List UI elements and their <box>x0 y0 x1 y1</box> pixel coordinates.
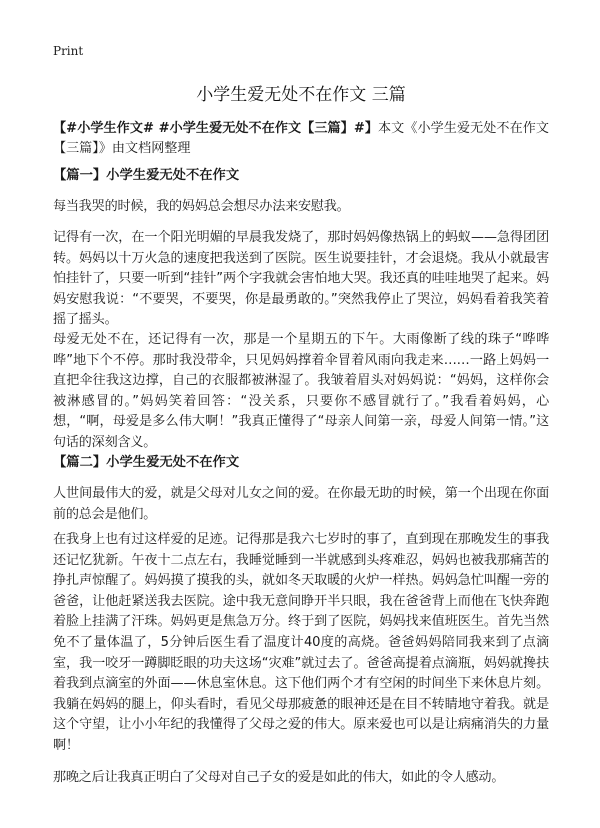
section-1-paragraph-2: 记得有一次，在一个阳光明媚的早晨我发烧了，那时妈妈像热锅上的蚂蚁——急得团团转。妈妈以十万火急的速度把我送到了医院。医生说要挂针，才会退烧。我从小就最害怕挂针了，只要一听到“挂针”两个字我就会害怕地大哭。我还真的哇哇地哭了起来。妈妈安慰我说：“不要哭，不要哭，你是最勇敢的。”突然我停止了哭泣，妈妈看着我笑着摇了摇头。 <box>53 230 549 328</box>
section-1-paragraph-3: 母爱无处不在，还记得有一次，那是一个星期五的下午。大雨像断了线的珠子“哗哗哗”地下个不停。那时我没带伞，只见妈妈撑着伞冒着风雨向我走来……一路上妈妈一直把伞往我这边撑，自己的衣服都被淋湿了。我皱着眉头对妈妈说：“妈妈，这样你会被淋感冒的。”妈妈笑着回答：“没关系，只要你不感冒就行了。”我看着妈妈，心想，“啊，母爱是多么伟大啊！”我真正懂得了“母亲人间第一亲，母爱人间第一情。”这句话的深刻含义。 <box>53 332 549 450</box>
section-1-heading: 【篇一】小学生爱无处不在作文 <box>53 168 240 183</box>
print-label: Print <box>53 44 84 58</box>
document-title: 小学生爱无处不在作文 三篇 <box>196 85 406 105</box>
section-1-paragraph-1: 每当我哭的时候，我的妈妈总会想尽办法来安慰我。 <box>53 199 350 214</box>
section-2-paragraph-1: 人世间最伟大的爱，就是父母对儿女之间的爱。在你最无助的时候，第一个出现在你面前的总会是他们。 <box>53 486 549 522</box>
intro-text: 本文《小学生爱无处不在作文【三篇】》由文档网整理 <box>53 121 549 156</box>
section-2-heading: 【篇二】小学生爱无处不在作文 <box>53 455 240 470</box>
section-2-paragraph-2: 在我身上也有过这样爱的足迹。记得那是我六七岁时的事了，直到现在那晚发生的事我还记忆犹新。午夜十二点左右，我睡觉睡到一半就感到头疼难忍，妈妈也被我那痛苦的挣扎声惊醒了。妈妈摸了摸我的头，就如冬天取暖的火炉一样热。妈妈急忙叫醒一旁的爸爸，让他赶紧送我去医院。途中我无意间睁开半只眼，我在爸爸背上而他在飞快奔跑着脸上挂满了汗珠。妈妈更是焦急万分。终于到了医院，妈妈找来值班医生。首先当然免不了量体温了，5分钟后医生看了温度计40度的高烧。爸爸妈妈陪同我来到了点滴室，我一咬牙一蹲脚眨眼的功夫这场“灾难”就过去了。爸爸高提着点滴瓶，妈妈就搀扶着我到点滴室的外面——休息室休息。这下他们两个才有空闲的时间坐下来休息片刻。我躺在妈妈的腿上，仰头看时，看见父母那疲惫的眼神还是在目不转睛地守着我。就是这个守望，让小小年纪的我懂得了父母之爱的伟大。原来爱也可以是让病痛消失的力量啊！ <box>53 532 549 753</box>
intro-tags: 【#小学生作文# #小学生爱无处不在作文【三篇】#】 <box>53 121 379 136</box>
intro-line <box>53 119 549 159</box>
section-2-paragraph-3: 那晚之后让我真正明白了父母对自己子女的爱是如此的伟大，如此的令人感动。 <box>53 770 505 785</box>
